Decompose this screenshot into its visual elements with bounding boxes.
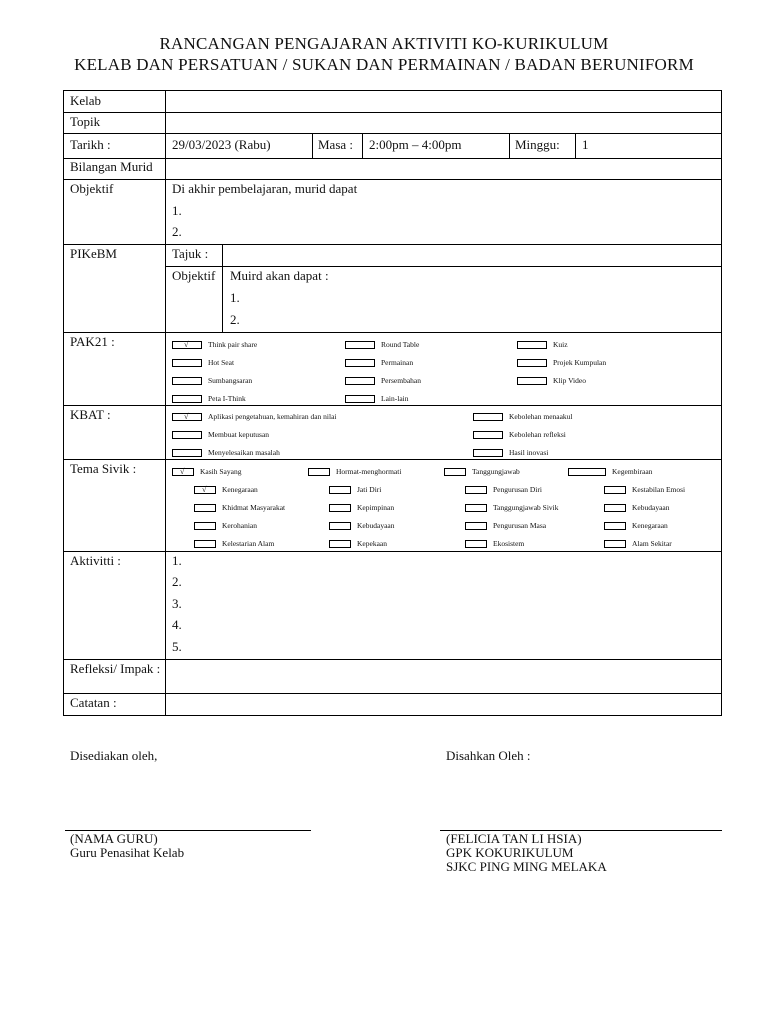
option-checkbox[interactable] <box>517 377 547 385</box>
objektif-intro: Di akhir pembelajaran, murid dapat <box>172 181 358 196</box>
option-label: Kestabilan Emosi <box>632 485 686 494</box>
option-label: Think pair share <box>208 340 258 349</box>
option-checkbox[interactable] <box>345 359 375 367</box>
option-checkbox[interactable] <box>329 522 351 530</box>
option-label: Tanggungjawab Sivik <box>493 503 559 512</box>
tarikh-divider <box>575 133 576 158</box>
option-label: Hot Seat <box>208 358 235 367</box>
objektif-item-2[interactable]: 2. <box>172 224 182 239</box>
aktiviti-label: Aktivitti : <box>70 553 121 568</box>
lesson-plan-form <box>63 90 722 716</box>
option-label: Kebolehan menaakul <box>509 412 573 421</box>
option-label: Ekosistem <box>493 539 525 548</box>
row-line <box>64 158 721 159</box>
objektif-label: Objektif <box>70 181 114 196</box>
aktiviti-item[interactable]: 1. <box>172 553 182 568</box>
option-label: Alam Sekitar <box>632 539 672 548</box>
option-checkbox[interactable] <box>517 359 547 367</box>
option-label: Kegembiraan <box>612 467 653 476</box>
option-checkbox[interactable] <box>194 504 216 512</box>
row-line <box>64 459 721 460</box>
option-checkbox[interactable] <box>604 504 626 512</box>
option-checkbox[interactable] <box>604 486 626 494</box>
tarikh-divider <box>509 133 510 158</box>
option-checkbox[interactable] <box>172 413 202 421</box>
option-checkbox[interactable] <box>172 341 202 349</box>
minggu-label: Minggu: <box>515 137 560 152</box>
option-label: Lain-lain <box>381 394 409 403</box>
option-label: Menyelesaikan masalah <box>208 448 280 457</box>
tarikh-divider <box>362 133 363 158</box>
aktiviti-item[interactable]: 5. <box>172 639 182 654</box>
pikebm-item-1[interactable]: 1. <box>230 290 240 305</box>
option-checkbox[interactable] <box>172 377 202 385</box>
option-label: Hormat-menghormati <box>336 467 402 476</box>
form-subtitle: KELAB DAN PERSATUAN / SUKAN DAN PERMAINAN / BADAN BERUNIFORM <box>74 55 694 74</box>
teacher-name: (NAMA GURU) <box>70 831 158 846</box>
tarikh-value[interactable]: 29/03/2023 (Rabu) <box>172 137 271 152</box>
pikebm-divider <box>222 244 223 332</box>
row-line <box>165 266 721 267</box>
option-checkbox[interactable] <box>604 540 626 548</box>
option-label: Round Table <box>381 340 420 349</box>
option-checkbox[interactable] <box>465 504 487 512</box>
check-mark-icon: √ <box>184 412 189 421</box>
minggu-value[interactable]: 1 <box>582 137 589 152</box>
option-label: Kenegaraan <box>632 521 668 530</box>
option-checkbox[interactable] <box>473 449 503 457</box>
option-checkbox[interactable] <box>517 341 547 349</box>
pikebm-item-2[interactable]: 2. <box>230 312 240 327</box>
option-checkbox[interactable] <box>194 522 216 530</box>
approver-name: (FELICIA TAN LI HSIA) <box>446 831 582 846</box>
option-label: Persembahan <box>381 376 421 385</box>
option-checkbox[interactable] <box>473 413 503 421</box>
row-line <box>64 332 721 333</box>
bilangan-murid-label: Bilangan Murid <box>70 159 153 174</box>
row-line <box>64 179 721 180</box>
check-mark-icon: √ <box>180 467 185 476</box>
option-label: Projek Kumpulan <box>553 358 607 367</box>
masa-label: Masa : <box>318 137 354 152</box>
option-label: Kebudayaan <box>357 521 395 530</box>
option-label: Kebolehan refleksi <box>509 430 566 439</box>
option-label: Membuat keputusan <box>208 430 270 439</box>
option-checkbox[interactable] <box>329 504 351 512</box>
option-checkbox[interactable] <box>465 486 487 494</box>
topik-label: Topik <box>70 114 101 129</box>
check-mark-icon: √ <box>202 485 207 494</box>
pak21-label: PAK21 : <box>70 334 115 349</box>
row-line <box>64 405 721 406</box>
kbat-label: KBAT : <box>70 407 111 422</box>
option-label: Peta I-Think <box>208 394 246 403</box>
option-checkbox[interactable] <box>172 449 202 457</box>
tajuk-label: Tajuk : <box>172 246 209 261</box>
option-label: Hasil inovasi <box>509 448 549 457</box>
option-checkbox[interactable] <box>194 486 216 494</box>
option-label: Kasih Sayang <box>200 467 242 476</box>
option-label: Tanggungjawab <box>472 467 520 476</box>
option-checkbox[interactable] <box>604 522 626 530</box>
option-label: Aplikasi pengetahuan, kemahiran dan nilai <box>208 412 337 421</box>
option-label: Kepimpinan <box>357 503 395 512</box>
option-checkbox[interactable] <box>465 522 487 530</box>
approver-role: GPK KOKURIKULUM <box>446 845 574 860</box>
option-checkbox[interactable] <box>465 540 487 548</box>
option-checkbox[interactable] <box>194 540 216 548</box>
option-label: Jati Diri <box>357 485 382 494</box>
objektif-item-1[interactable]: 1. <box>172 203 182 218</box>
option-label: Kerohanian <box>222 521 257 530</box>
option-label: Khidmat Masyarakat <box>222 503 286 512</box>
option-label: Kelestarian Alam <box>222 539 275 548</box>
option-checkbox[interactable] <box>473 431 503 439</box>
row-line <box>64 133 721 134</box>
tarikh-label: Tarikh : <box>70 137 111 152</box>
option-checkbox[interactable] <box>308 468 330 476</box>
prepared-by-label: Disediakan oleh, <box>70 748 158 763</box>
aktiviti-item[interactable]: 4. <box>172 617 182 632</box>
option-checkbox[interactable] <box>172 468 194 476</box>
option-label: Kenegaraan <box>222 485 258 494</box>
label-column-divider <box>165 91 166 715</box>
option-checkbox[interactable] <box>329 540 351 548</box>
teacher-role: Guru Penasihat Kelab <box>70 845 185 860</box>
option-label: Pengurusan Masa <box>493 521 547 530</box>
tarikh-divider <box>312 133 313 158</box>
form-title: RANCANGAN PENGAJARAN AKTIVITI KO-KURIKULUM <box>159 34 609 53</box>
pikebm-intro: Muird akan dapat : <box>230 268 329 283</box>
option-checkbox[interactable] <box>345 395 375 403</box>
option-checkbox[interactable] <box>172 395 202 403</box>
kelab-label: Kelab <box>70 93 102 108</box>
option-checkbox[interactable] <box>568 468 606 476</box>
pikebm-label: PIKeBM <box>70 246 117 261</box>
option-label: Kuiz <box>553 340 568 349</box>
row-line <box>64 659 721 660</box>
option-checkbox[interactable] <box>329 486 351 494</box>
option-checkbox[interactable] <box>172 431 202 439</box>
tema-sivik-label: Tema Sivik : <box>70 461 137 476</box>
refleksi-label: Refleksi/ Impak : <box>70 661 161 676</box>
row-line <box>64 551 721 552</box>
catatan-label: Catatan : <box>70 695 117 710</box>
option-checkbox[interactable] <box>172 359 202 367</box>
approved-by-label: Disahkan Oleh : <box>446 748 531 763</box>
row-line <box>64 693 721 694</box>
option-label: Pengurusan Diri <box>493 485 542 494</box>
masa-value[interactable]: 2:00pm – 4:00pm <box>369 137 462 152</box>
option-label: Kebudayaan <box>632 503 670 512</box>
option-label: Kepekaan <box>357 539 387 548</box>
option-checkbox[interactable] <box>345 341 375 349</box>
option-label: Sumbangsaran <box>208 376 253 385</box>
option-label: Klip Video <box>553 376 586 385</box>
aktiviti-item[interactable]: 3. <box>172 596 182 611</box>
row-line <box>64 112 721 113</box>
aktiviti-item[interactable]: 2. <box>172 574 182 589</box>
pikebm-objektif-label: Objektif <box>172 268 216 283</box>
option-checkbox[interactable] <box>444 468 466 476</box>
check-mark-icon: √ <box>184 340 189 349</box>
option-checkbox[interactable] <box>345 377 375 385</box>
row-line <box>64 244 721 245</box>
school-name: SJKC PING MING MELAKA <box>446 859 607 874</box>
option-label: Permainan <box>381 358 414 367</box>
